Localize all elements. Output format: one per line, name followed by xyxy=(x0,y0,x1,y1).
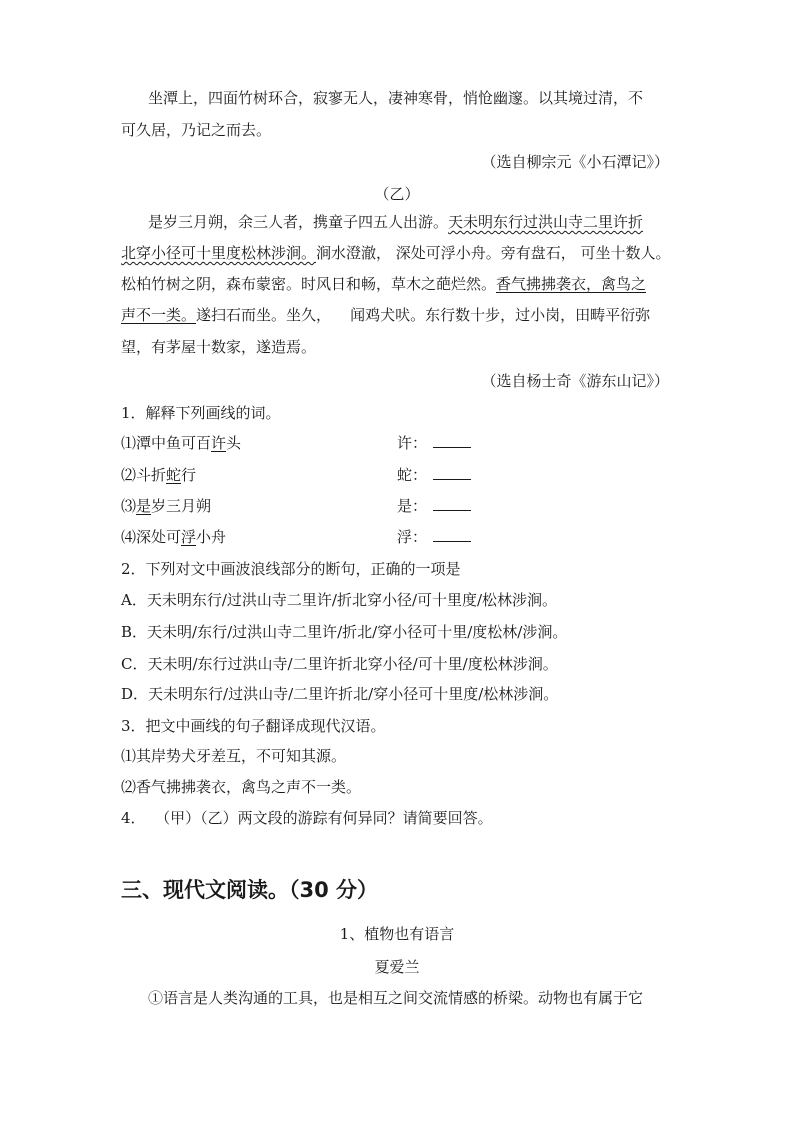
yi-line-4 xyxy=(121,305,650,325)
q1-item-1-answer xyxy=(397,433,471,453)
yi-line-1 xyxy=(148,212,643,232)
jia-line-1: 坐潭上，四面竹树环合，寂寥无人，凄神寒骨，悄怆幽邃。以其境过清，不 xyxy=(148,89,644,107)
yi-line-3-plain: 松柏竹树之阴，森布蒙密。时风日和畅，草木之葩烂然。 xyxy=(121,275,497,293)
q2-prompt: 2．下列对文中画波浪线部分的断句，正确的一项是 xyxy=(121,560,461,578)
q1-item-2-rest: 行 xyxy=(181,466,197,484)
q1-item-4-word: 浮： xyxy=(397,528,428,546)
yi-line-5: 望，有茅屋十数家，遂造焉。 xyxy=(121,338,317,356)
q1-item-4-text: ⑷深处可 xyxy=(121,528,182,546)
q2-option-a[interactable]: A．天未明东行/过洪山寺二里许/折北穿小径/可十里度/松林涉涧。 xyxy=(121,591,558,609)
q1-item-4-answer xyxy=(397,527,471,547)
q4-prompt: 4． （甲）（乙）两文段的游踪有何异同？请简要回答。 xyxy=(121,809,493,827)
q1-item-1-key: 许 xyxy=(211,434,227,452)
q1-item-2-word: 蛇： xyxy=(397,466,428,484)
yi-line-2-plain: 涧水澄澈， 深处可浮小舟。旁有盘石， 可坐十数人。 xyxy=(316,244,671,262)
answer-blank[interactable] xyxy=(433,433,471,448)
q1-item-3 xyxy=(121,496,428,516)
section-heading: 三、现代文阅读。（30 分） xyxy=(121,878,379,902)
yi-line-1-wavy: 天未明东行过洪山寺二里许折 xyxy=(448,213,644,231)
q1-prompt: 1．解释下列画线的词。 xyxy=(121,404,281,422)
q3-prompt: 3．把文中画线的句子翻译成现代汉语。 xyxy=(121,717,386,735)
yi-line-2-wavy: 北穿小径可十里度松林涉涧。 xyxy=(121,244,317,262)
yi-label: （乙） xyxy=(374,185,420,203)
article-title: 1、植物也有语言 xyxy=(339,925,455,943)
q1-item-2 xyxy=(121,465,428,485)
q1-item-2-text: ⑵斗折 xyxy=(121,466,167,484)
q3-item-2: ⑵香气拂拂袭衣，禽鸟之声不一类。 xyxy=(121,778,362,796)
q1-item-4 xyxy=(121,527,428,547)
q1-item-1-rest: 头 xyxy=(226,434,242,452)
answer-blank[interactable] xyxy=(433,527,471,542)
q1-item-1-word: 许： xyxy=(397,434,428,452)
q1-item-4-rest: 小舟 xyxy=(196,528,227,546)
jia-line-2: 可久居，乃记之而去。 xyxy=(121,121,272,139)
yi-line-3 xyxy=(121,274,646,294)
q1-item-2-key: 蛇 xyxy=(166,466,182,484)
q1-item-1-text: ⑴潭中鱼可百 xyxy=(121,434,212,452)
yi-line-2 xyxy=(121,243,671,263)
q2-option-b[interactable]: B．天未明/东行/过洪山寺二里许/折北/穿小径可十里/度松林/涉涧。 xyxy=(121,623,568,641)
article-author: 夏爱兰 xyxy=(374,958,420,976)
yi-line-4-plain: 遂扫石而坐。坐久， 闻鸡犬吠。东行数十步，过小岗，田畴平衍弥 xyxy=(196,306,651,324)
answer-blank[interactable] xyxy=(433,465,471,480)
q3-item-1: ⑴其岸势犬牙差互，不可知其源。 xyxy=(121,747,347,765)
q1-item-3-text: ⑶ xyxy=(121,497,137,515)
answer-blank[interactable] xyxy=(433,496,471,511)
yi-line-1-plain: 是岁三月朔，余三人者，携童子四五人出游。 xyxy=(148,213,449,231)
q1-item-3-answer xyxy=(397,496,471,516)
q2-option-d[interactable]: D．天未明东行/过洪山寺/二里许折北/穿小径可十里度/松林涉涧。 xyxy=(121,685,559,703)
q2-option-c[interactable]: C．天未明/东行过洪山寺/二里许折北穿小径/可十里/度松林涉涧。 xyxy=(121,655,558,673)
article-first-line: ①语言是人类沟通的工具，也是相互之间交流情感的桥梁。动物也有属于它 xyxy=(148,989,644,1007)
q1-item-3-rest: 岁三月朔 xyxy=(151,497,212,515)
yi-source: （选自杨士奇《游东山记》） xyxy=(481,372,669,390)
q1-item-4-key: 浮 xyxy=(181,528,197,546)
q1-item-2-answer xyxy=(397,465,471,485)
yi-line-4-underlined: 声不一类。 xyxy=(121,306,197,324)
q1-item-3-word: 是： xyxy=(397,497,428,515)
q1-item-1 xyxy=(121,433,428,453)
q1-item-3-key: 是 xyxy=(136,497,152,515)
yi-line-3-underlined: 香气拂拂袭衣，禽鸟之 xyxy=(496,275,647,293)
jia-source: （选自柳宗元《小石潭记》） xyxy=(481,153,669,171)
